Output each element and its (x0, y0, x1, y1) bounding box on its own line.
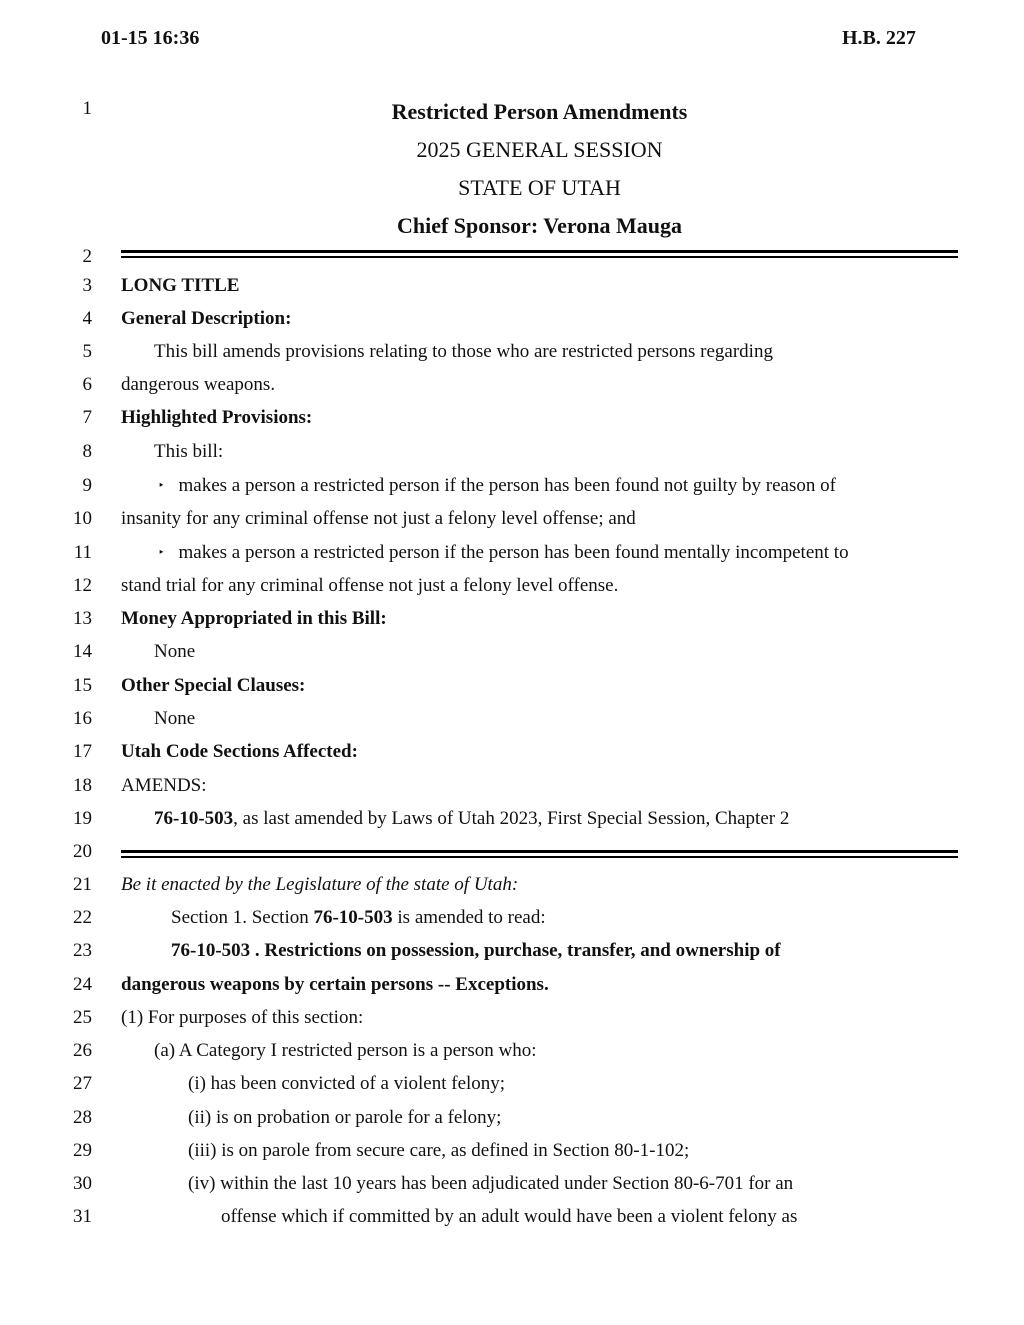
amended-section: 76-10-503, as last amended by Laws of Utah 2023, First Special Session, Chapter 2 (154, 808, 790, 829)
line-number: 23 (73, 940, 92, 961)
line-number: 16 (73, 708, 92, 729)
subsection-item: (iii) is on parole from secure care, as defined in Section 80-1-102; (188, 1140, 690, 1161)
line-number: 20 (73, 841, 92, 862)
line-number: 1 (82, 98, 92, 119)
provisions-intro: This bill: (154, 441, 224, 462)
line-number: 7 (82, 407, 92, 428)
provision-item: ‣ makes a person a restricted person if the person has been found mentally incompetent to (158, 542, 849, 563)
amends-label: AMENDS: (121, 775, 207, 796)
code-sections-heading: Utah Code Sections Affected: (121, 741, 358, 762)
line-number: 19 (73, 808, 92, 829)
line-number: 9 (82, 475, 92, 496)
bullet-icon: ‣ (158, 547, 165, 559)
line-number: 25 (73, 1007, 92, 1028)
subsection: (1) For purposes of this section: (121, 1007, 364, 1028)
line-number: 3 (82, 275, 92, 296)
bill-number: H.B. 227 (842, 27, 916, 49)
line-number: 4 (82, 308, 92, 329)
line-number: 11 (73, 542, 92, 563)
section-intro: Section 1. Section 76-10-503 is amended to read: (171, 907, 546, 928)
long-title-heading: LONG TITLE (121, 275, 240, 296)
line-number: 22 (73, 907, 92, 928)
line-number: 21 (73, 874, 92, 895)
enacting-clause: Be it enacted by the Legislature of the state of Utah: (121, 874, 519, 895)
line-number: 15 (73, 675, 92, 696)
subsection-item-cont: offense which if committed by an adult would have been a violent felony as (221, 1206, 798, 1227)
line-number: 31 (73, 1206, 92, 1227)
highlighted-provisions-heading: Highlighted Provisions: (121, 407, 313, 428)
provision-item-cont: stand trial for any criminal offense not just a felony level offense. (121, 575, 619, 596)
line-number: 8 (82, 441, 92, 462)
money-appropriated-value: None (154, 641, 196, 662)
line-number: 24 (73, 974, 92, 995)
bill-title: Restricted Person Amendments (391, 99, 688, 124)
line-number: 10 (73, 508, 92, 529)
header-timestamp: 01-15 16:36 (101, 27, 200, 49)
line-number: 28 (73, 1107, 92, 1128)
line-number: 14 (73, 641, 92, 662)
section-heading: 76-10-503 . Restrictions on possession, purchase, transfer, and ownership of (171, 940, 781, 961)
general-description-heading: General Description: (121, 308, 292, 329)
chief-sponsor: Chief Sponsor: Verona Mauga (396, 213, 683, 238)
section-heading-cont: dangerous weapons by certain persons -- Exceptions. (121, 974, 549, 995)
session-label: 2025 GENERAL SESSION (416, 137, 663, 162)
bullet-icon: ‣ (158, 480, 165, 492)
line-number: 2 (82, 246, 92, 267)
line-number: 30 (73, 1173, 92, 1194)
description-text: dangerous weapons. (121, 374, 276, 395)
line-number: 5 (82, 341, 92, 362)
subsection: (a) A Category I restricted person is a person who: (154, 1040, 537, 1061)
line-number: 13 (73, 608, 92, 629)
line-number: 18 (73, 775, 92, 796)
subsection-item: (i) has been convicted of a violent felony; (188, 1073, 506, 1094)
line-number: 26 (73, 1040, 92, 1061)
title-divider (121, 250, 958, 259)
money-appropriated-heading: Money Appropriated in this Bill: (121, 608, 387, 629)
line-number: 27 (73, 1073, 92, 1094)
description-text: This bill amends provisions relating to those who are restricted persons regarding (154, 341, 773, 362)
special-clauses-value: None (154, 708, 196, 729)
line-number: 29 (73, 1140, 92, 1161)
provision-item: ‣ makes a person a restricted person if the person has been found not guilty by reason of (158, 475, 836, 496)
special-clauses-heading: Other Special Clauses: (121, 675, 306, 696)
line-number: 6 (82, 374, 92, 395)
line-number: 12 (73, 575, 92, 596)
line-number: 17 (73, 741, 92, 762)
subsection-item: (ii) is on probation or parole for a felony; (188, 1107, 502, 1128)
state-label: STATE OF UTAH (458, 175, 621, 200)
subsection-item: (iv) within the last 10 years has been adjudicated under Section 80-6-701 for an (188, 1173, 794, 1194)
provision-item-cont: insanity for any criminal offense not just a felony level offense; and (121, 508, 636, 529)
body-divider (121, 850, 958, 859)
